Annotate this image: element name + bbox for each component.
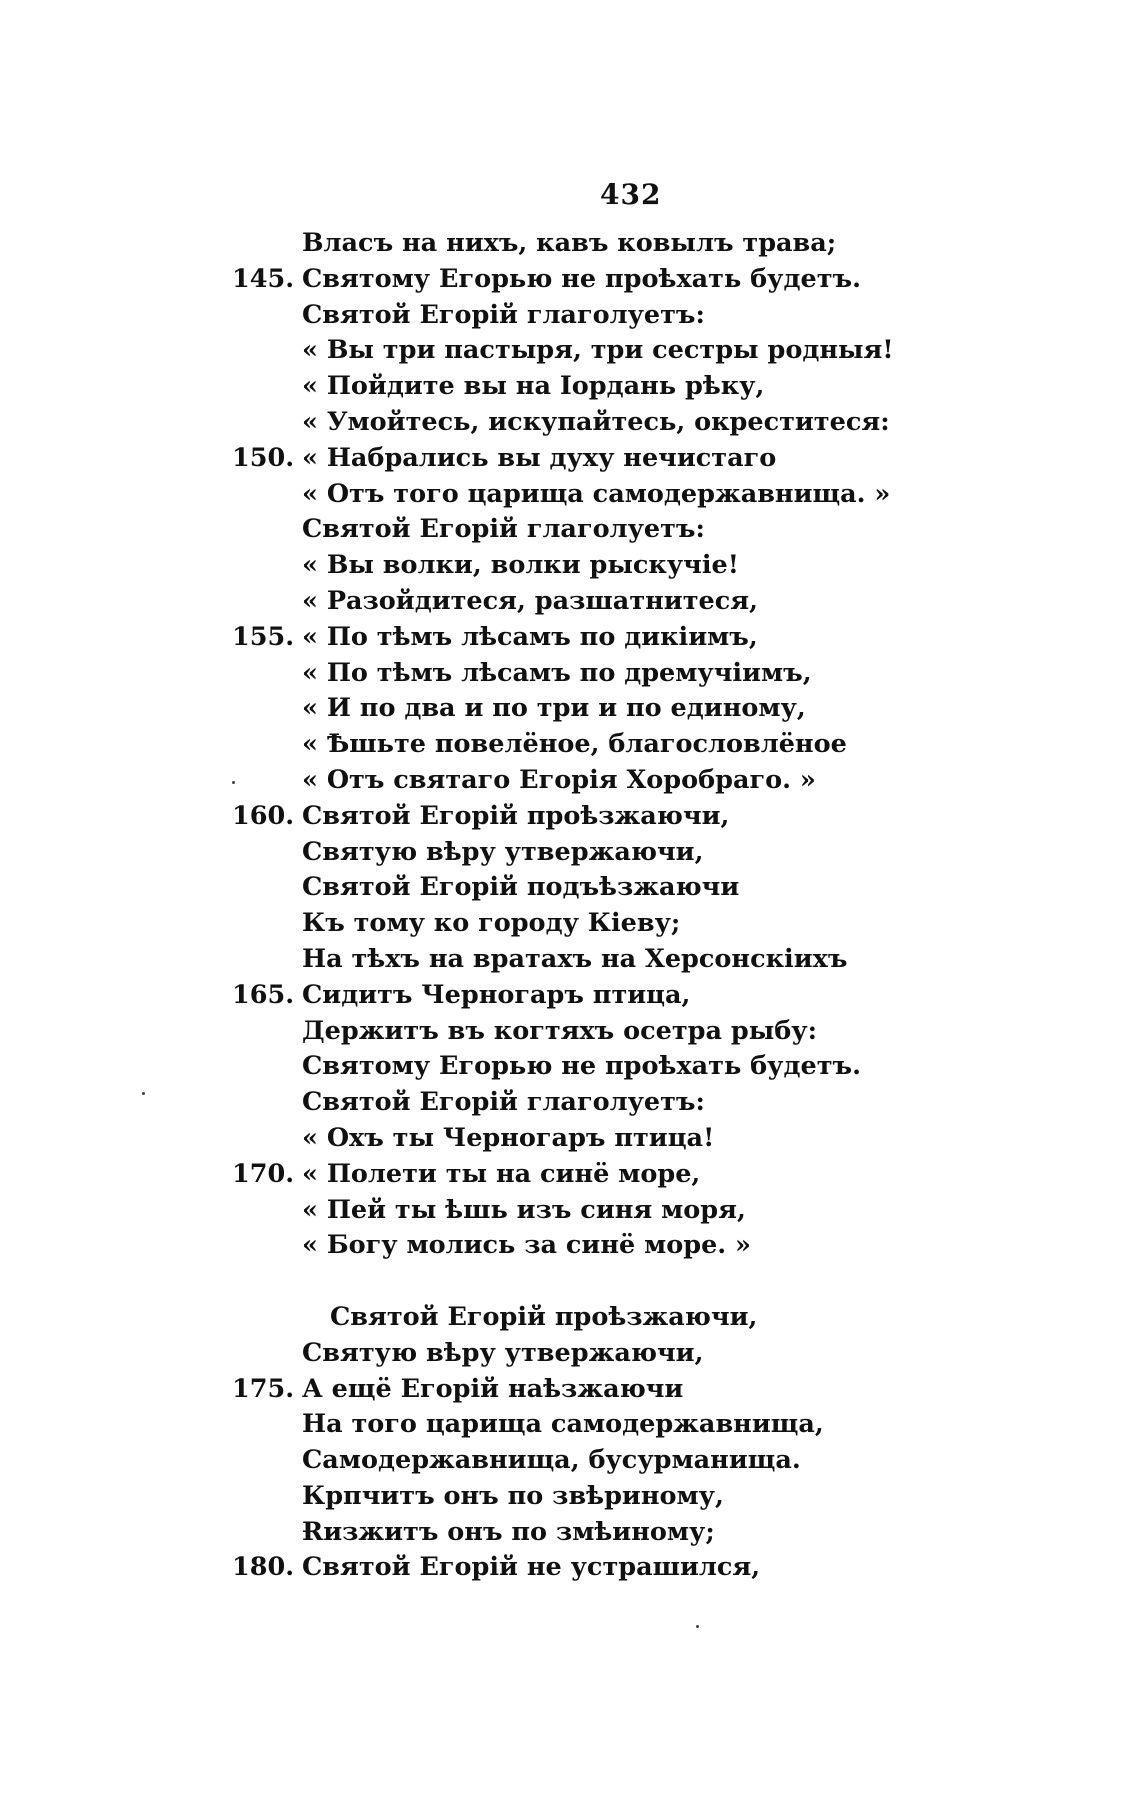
line-number: 145.	[232, 263, 295, 294]
verse-text: На того царища самодержавнища,	[302, 1409, 824, 1440]
verse-text: « Вы три пастыря, три сестры родныя!	[302, 335, 894, 366]
verse-text: На тѣхъ на вратахъ на Херсонскіихъ	[302, 943, 848, 974]
line-number: 165.	[232, 979, 295, 1010]
verse-line	[0, 262, 1140, 298]
print-speck	[232, 781, 235, 784]
verse-line	[0, 870, 1140, 906]
verse-text: Святой Егорій глаголуетъ:	[302, 299, 705, 330]
verse-line	[0, 1336, 1140, 1372]
verse-text: Святой Егорій проѣзжаючи,	[302, 800, 730, 831]
verse-line	[0, 548, 1140, 584]
verse-line	[0, 1121, 1140, 1157]
verse-text: Святой Егорій подъѣзжаючи	[302, 872, 740, 903]
verse-line	[0, 656, 1140, 692]
verse-line	[0, 1157, 1140, 1193]
verse-text: Святую вѣру утвержаючи,	[302, 1337, 704, 1368]
verse-line	[0, 1443, 1140, 1479]
verse-line	[0, 584, 1140, 620]
verse-line	[0, 512, 1140, 548]
verse-text: Святой Егорій проѣзжаючи,	[330, 1301, 758, 1332]
verse-text: « Отъ того царища самодержавнища. »	[302, 478, 891, 509]
verse-text: Сидитъ Черногаръ птица,	[302, 979, 691, 1010]
verse-line	[0, 333, 1140, 369]
verse-line	[0, 1300, 1140, 1336]
verse-line	[0, 978, 1140, 1014]
verse-text: « Ѣшьте повелёное, благословлёное	[302, 729, 847, 760]
verse-line	[0, 1228, 1140, 1264]
verse-line	[0, 441, 1140, 477]
verse-text: Святому Егорью не проѣхать будетъ.	[302, 1051, 861, 1082]
verse-line	[0, 405, 1140, 441]
verse-text: « Отъ святаго Егорія Хоробраго. »	[302, 764, 816, 795]
verse-text: Святую вѣру утвержаючи,	[302, 836, 704, 867]
stanza-break	[0, 1264, 1140, 1300]
verse-line	[0, 1014, 1140, 1050]
page-number: 432	[600, 178, 662, 211]
verse-text: « По тѣмъ лѣсамъ по дремучіимъ,	[302, 657, 812, 688]
verse-line	[0, 799, 1140, 835]
verse-text: « Набрались вы духу нечистаго	[302, 442, 777, 473]
verse-line	[0, 1372, 1140, 1408]
line-number: 175.	[232, 1373, 295, 1404]
verse-text: Крпчитъ онъ по звѣриному,	[302, 1480, 724, 1511]
verse-text: Самодержавнища, бусурманища.	[302, 1445, 801, 1476]
verse-line	[0, 226, 1140, 262]
verse-line	[0, 298, 1140, 334]
line-number: 180.	[232, 1552, 295, 1583]
verse-text: « Полети ты на синё море,	[302, 1158, 701, 1189]
verse-line	[0, 1085, 1140, 1121]
verse-text: « Богу молись за синё море. »	[302, 1230, 751, 1261]
verse-line	[0, 727, 1140, 763]
verse-text: « Вы волки, волки рыскучіе!	[302, 550, 739, 581]
line-number: 155.	[232, 621, 295, 652]
verse-text: « По тѣмъ лѣсамъ по дикіимъ,	[302, 621, 758, 652]
verse-text: Святому Егорью не проѣхать будетъ.	[302, 263, 861, 294]
verse-text: « Охъ ты Черногаръ птица!	[302, 1122, 715, 1153]
verse-text: « Пойдите вы на Iордань рѣку,	[302, 371, 765, 402]
verse-text: Святой Егорій глаголуетъ:	[302, 514, 705, 545]
verse-line	[0, 1550, 1140, 1586]
verse-line	[0, 906, 1140, 942]
verse-text: « Разойдитеся, разшатнитеся,	[302, 585, 758, 616]
line-number: 170.	[232, 1158, 295, 1189]
verse-line	[0, 1049, 1140, 1085]
verse-text: Святой Егорій не устрашился,	[302, 1552, 761, 1583]
verse-text: А ещё Егорій наѣзжаючи	[302, 1373, 684, 1404]
verse-line	[0, 691, 1140, 727]
verse-line	[0, 835, 1140, 871]
verse-line	[0, 1407, 1140, 1443]
print-speck	[696, 1625, 699, 1628]
verse-line	[0, 942, 1140, 978]
verse-block	[0, 226, 1140, 1586]
verse-line	[0, 369, 1140, 405]
verse-text: Къ тому ко городу Кіеву;	[302, 908, 681, 939]
verse-text: Держитъ въ когтяхъ осетра рыбу:	[302, 1015, 818, 1046]
verse-text: Святой Егорій глаголуетъ:	[302, 1087, 705, 1118]
verse-line	[0, 1193, 1140, 1229]
verse-text: « Умойтесь, искупайтесь, окреститеся:	[302, 406, 890, 437]
verse-line	[0, 477, 1140, 513]
verse-text: Власъ на нихъ, кавъ ковылъ трава;	[302, 228, 837, 258]
verse-line	[0, 763, 1140, 799]
verse-line	[0, 620, 1140, 656]
verse-line	[0, 1515, 1140, 1551]
verse-text: Ɍизжитъ онъ по змѣиному;	[302, 1516, 715, 1547]
line-number: 160.	[232, 800, 295, 831]
line-number: 150.	[232, 442, 295, 473]
print-speck	[142, 1092, 145, 1095]
verse-line	[0, 1479, 1140, 1515]
verse-text: « И по два и по три и по единому,	[302, 693, 806, 724]
verse-text: « Пей ты ѣшь изъ синя моря,	[302, 1194, 746, 1225]
